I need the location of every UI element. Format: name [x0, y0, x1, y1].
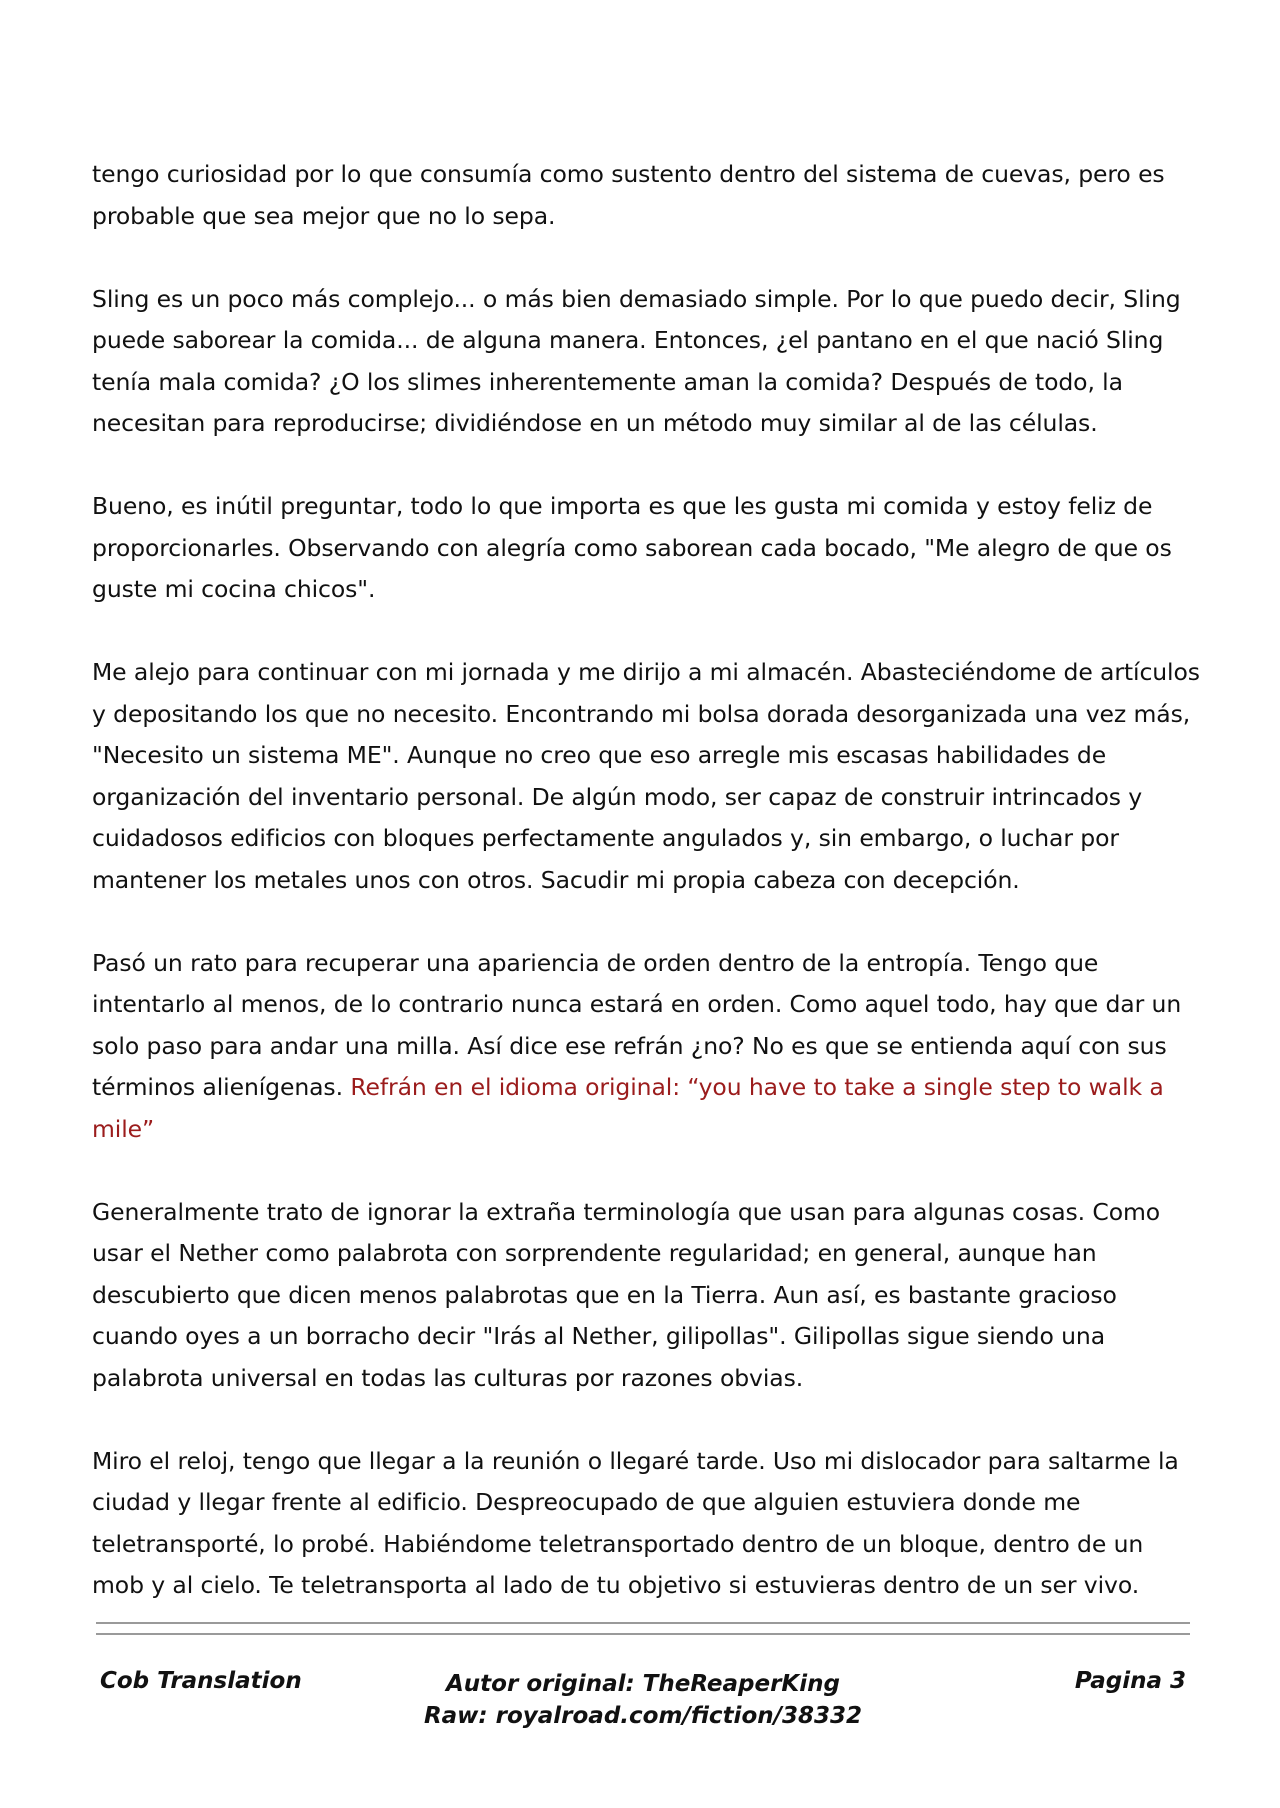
paragraph-6	[92, 1192, 1202, 1400]
paragraph-4	[92, 652, 1202, 901]
paragraph-3	[92, 486, 1202, 611]
paragraph-text: Me alejo para continuar con mi jornada y me dirijo a mi almacén. Abasteciéndome de artículos y depositando los que no necesito. Encontrando mi bolsa dorada desorganizada una vez más, "Necesito un sistema ME". Aunque no creo que eso arregle mis escasas habilidades de organización del inventario personal. De algún modo, ser capaz de construir intrincados y cuidadosos edificios con bloques perfectamente angulados y, sin embargo, o luchar por mantener los metales unos con otros. Sacudir mi propia cabeza con decepción.	[92, 658, 1200, 894]
paragraph-1	[92, 154, 1202, 237]
page-footer	[96, 1668, 1190, 1748]
paragraph-5	[92, 943, 1202, 1151]
paragraph-text: Generalmente trato de ignorar la extraña terminología que usan para algunas cosas. Como usar el Nether como palabrota con sorprendente regularidad; en general, aunque han descubierto que dicen menos palabrotas que en la Tierra. Aun así, es bastante gracioso cuando oyes a un borracho decir "Irás al Nether, gilipollas". Gilipollas sigue siendo una palabrota universal en todas las culturas por razones obvias.	[92, 1197, 1161, 1392]
page-number: Pagina 3	[1074, 1668, 1186, 1694]
footer-divider-top	[96, 1622, 1190, 1624]
paragraph-text: Miro el reloj, tengo que llegar a la reunión o llegaré tarde. Uso mi dislocador para saltarme la ciudad y llegar frente al edificio. Despreocupado de que alguien estuviera donde me teletransporté, lo probé. Habiéndome teletransportado dentro de un bloque, dentro de un mob y al cielo. Te teletransporta al lado de tu objetivo si estuvieras dentro de un ser vivo.	[92, 1446, 1179, 1599]
paragraph-text: tengo curiosidad por lo que consumía como sustento dentro del sistema de cuevas, pero es probable que sea mejor que no lo sepa.	[92, 160, 1165, 230]
translator-note: Refrán en el idioma original: “you have to take a single step to walk a mile”	[92, 1073, 1164, 1143]
footer-source: Raw: royalroad.com/fiction/38332	[423, 1703, 863, 1729]
paragraph-text: Sling es un poco más complejo... o más bien demasiado simple. Por lo que puedo decir, Sling puede saborear la comida... de alguna manera. Entonces, ¿el pantano en el que nació Sling tenía mala comida? ¿O los slimes inherentemente aman la comida? Después de todo, la necesitan para reproducirse; dividiéndose en un método muy similar al de las células.	[92, 284, 1181, 437]
paragraph-7	[92, 1441, 1202, 1607]
paragraph-2	[92, 279, 1202, 445]
footer-divider-bottom	[96, 1633, 1190, 1635]
body-text	[92, 154, 1202, 1648]
footer-translator: Cob Translation	[100, 1668, 302, 1694]
footer-credits	[96, 1668, 1190, 1732]
paragraph-text: Bueno, es inútil preguntar, todo lo que importa es que les gusta mi comida y estoy feliz de proporcionarles. Observando con alegría como saborean cada bocado, "Me alegro de que os guste mi cocina chicos".	[92, 492, 1172, 603]
paragraph-text: Pasó un rato para recuperar una apariencia de orden dentro de la entropía. Tengo que intentarlo al menos, de lo contrario nunca estará en orden. Como aquel todo, hay que dar un solo paso para andar una milla. Así dice ese refrán ¿no? No es que se entienda aquí con sus términos alienígenas.	[92, 948, 1182, 1101]
footer-author: Autor original: TheReaperKing	[446, 1671, 840, 1697]
